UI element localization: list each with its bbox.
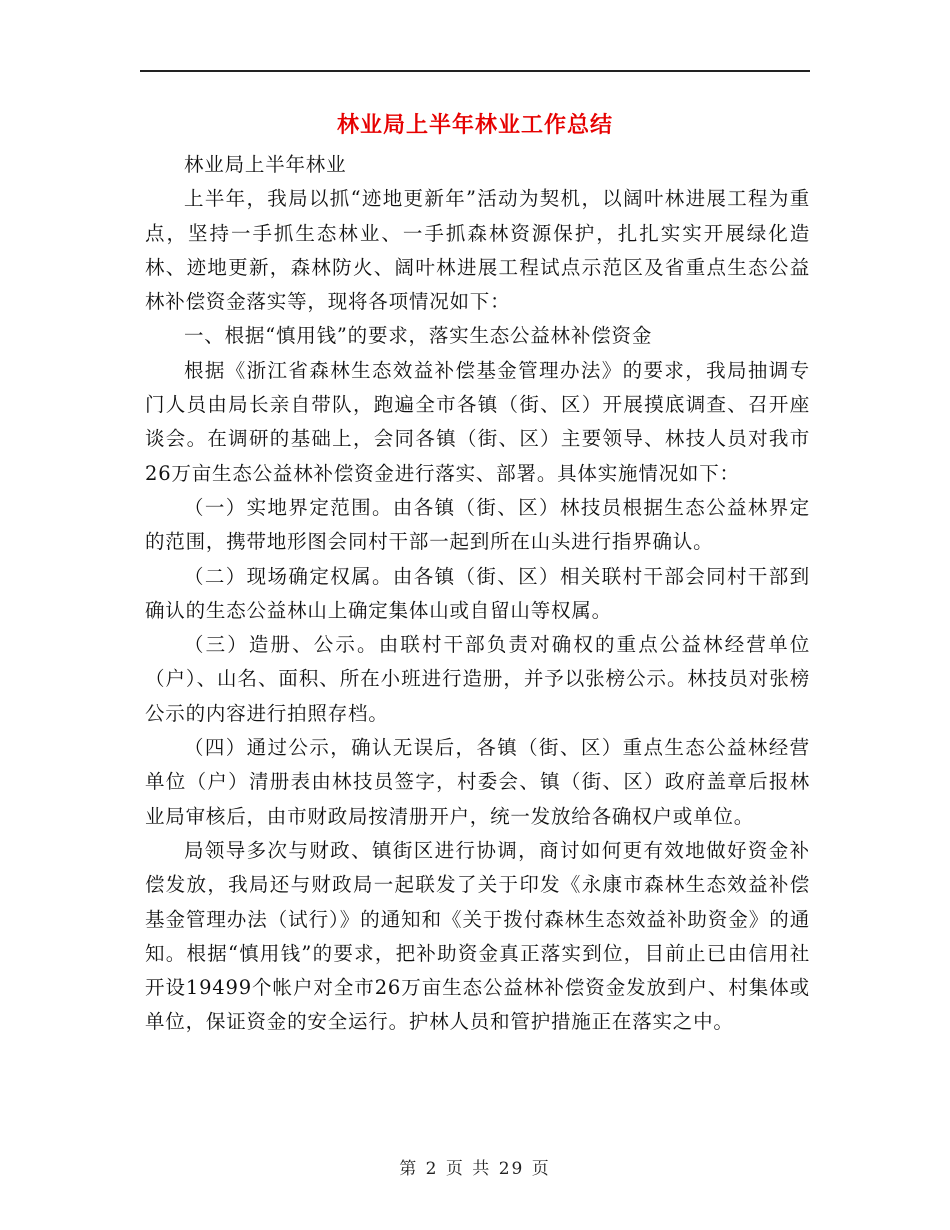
paragraph-item-1: （一）实地界定范围。由各镇（街、区）林技员根据生态公益林界定的范围，携带地形图会同村干部一起到所在山头进行指界确认。 [145, 495, 810, 554]
paragraph-subtitle: 林业局上半年林业 [184, 153, 347, 176]
paragraph-item-2: （二）现场确定权属。由各镇（街、区）相关联村干部会同村干部到确认的生态公益林山上确定集体山或自留山等权属。 [145, 564, 810, 622]
page-number: 第 2 页 共 29 页 [399, 1159, 551, 1179]
document-title: 林业局上半年林业工作总结 [336, 113, 613, 138]
paragraph-item-3: （三）造册、公示。由联村干部负责对确权的重点公益林经营单位（户）、山名、面积、所在小班进行造册，并予以张榜公示。林技员对张榜公示的内容进行拍照存档。 [145, 633, 810, 725]
section-heading-1: 一、根据“慎用钱”的要求，落实生态公益林补偿资金 [184, 324, 653, 348]
paragraph-item-4: （四）通过公示，确认无误后，各镇（街、区）重点生态公益林经营单位（户）清册表由林技员签字，村委会、镇（街、区）政府盖章后报林业局审核后，由市财政局按清册开户，统一发放给各确权户或单位。 [145, 736, 810, 828]
header-rule [140, 70, 810, 72]
paragraph-coordination: 局领导多次与财政、镇街区进行协调，商讨如何更有效地做好资金补偿发放，我局还与财政局一起联发了关于印发《永康市森林生态效益补偿基金管理办法（试行）》的通知和《关于拨付森林生态效益补助资金》的通知。根据“慎用钱”的要求，把补助资金真正落实到位，目前止已由信用社开设19499个帐户对全市26万亩生态公益林补偿资金发放到户、村集体或单位，保证资金的安全运行。护林人员和管护措施正在落实之中。 [145, 838, 810, 1034]
paragraph-implementation: 根据《浙江省森林生态效益补偿基金管理办法》的要求，我局抽调专门人员由局长亲自带队，跑遍全市各镇（街、区）开展摸底调查、召开座谈会。在调研的基础上，会同各镇（街、区）主要领导、林技人员对我市26万亩生态公益林补偿资金进行落实、部署。具体实施情况如下： [145, 358, 810, 485]
document-body [145, 148, 810, 1040]
paragraph-intro: 上半年，我局以抓“迹地更新年”活动为契机，以阔叶林进展工程为重点，坚持一手抓生态林业、一手抓森林资源保护，扎扎实实开展绿化造林、迹地更新，森林防火、阔叶林进展工程试点示范区及省重点生态公益林补偿资金落实等，现将各项情况如下： [145, 187, 810, 314]
